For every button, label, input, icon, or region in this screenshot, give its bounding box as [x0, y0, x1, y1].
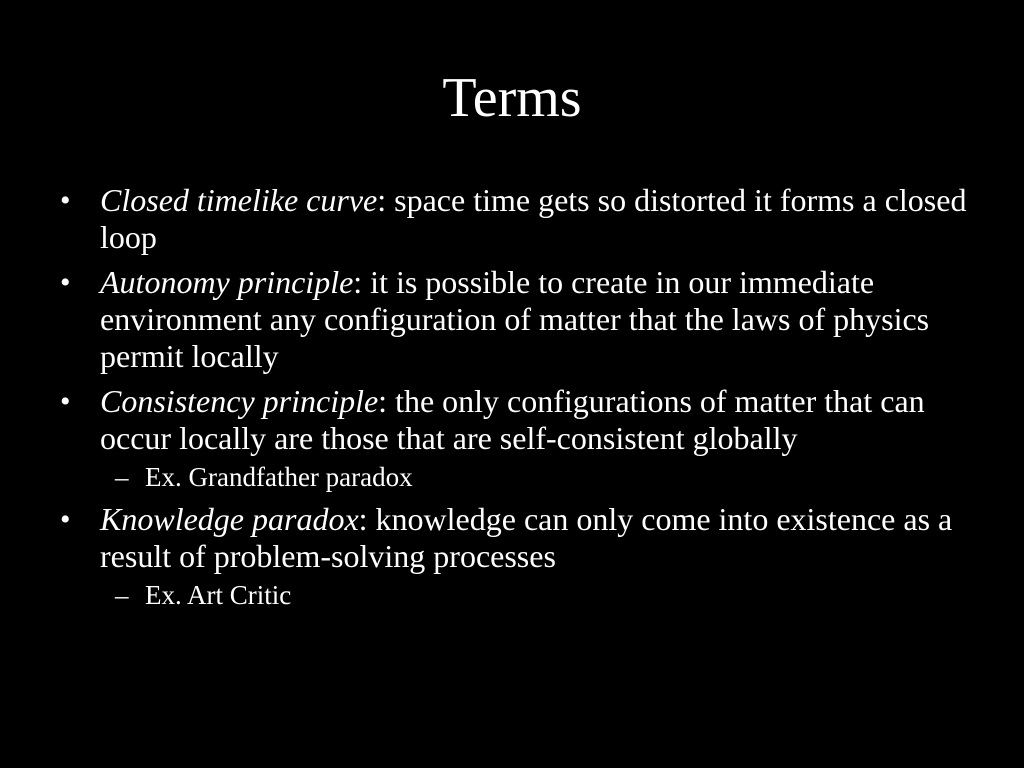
dash-icon: –	[115, 580, 129, 610]
bullet-icon: •	[60, 266, 71, 299]
bullet-closed-timelike-curve	[60, 182, 980, 256]
bullet-list	[60, 182, 980, 619]
term-definition: : the only configurations of matter that can occur locally are those that are self-consistent globally	[100, 383, 925, 456]
dash-icon: –	[115, 462, 129, 492]
slide-title: Terms	[442, 67, 582, 129]
sub-bullet-text: Ex. Art Critic	[145, 580, 292, 610]
term-label: Autonomy principle	[100, 264, 354, 300]
bullet-knowledge-paradox	[60, 501, 980, 611]
sub-bullet-art-critic	[115, 579, 980, 611]
bullet-icon: •	[60, 184, 71, 217]
bullet-autonomy-principle	[60, 264, 980, 375]
term-label: Knowledge paradox	[100, 501, 359, 537]
term-label: Closed timelike curve	[100, 182, 378, 218]
bullet-icon: •	[60, 385, 71, 418]
term-label: Consistency principle	[100, 383, 379, 419]
sub-bullet-text: Ex. Grandfather paradox	[145, 462, 413, 492]
term-definition: : it is possible to create in our immediate environment any configuration of matter that the laws of physics permit locally	[100, 264, 930, 374]
term-definition: : space time gets so distorted it forms a closed loop	[100, 182, 967, 255]
bullet-icon: •	[60, 503, 71, 536]
bullet-consistency-principle	[60, 383, 980, 493]
term-definition: : knowledge can only come into existence as a result of problem-solving processes	[100, 501, 953, 574]
sub-bullet-grandfather-paradox	[115, 461, 980, 493]
